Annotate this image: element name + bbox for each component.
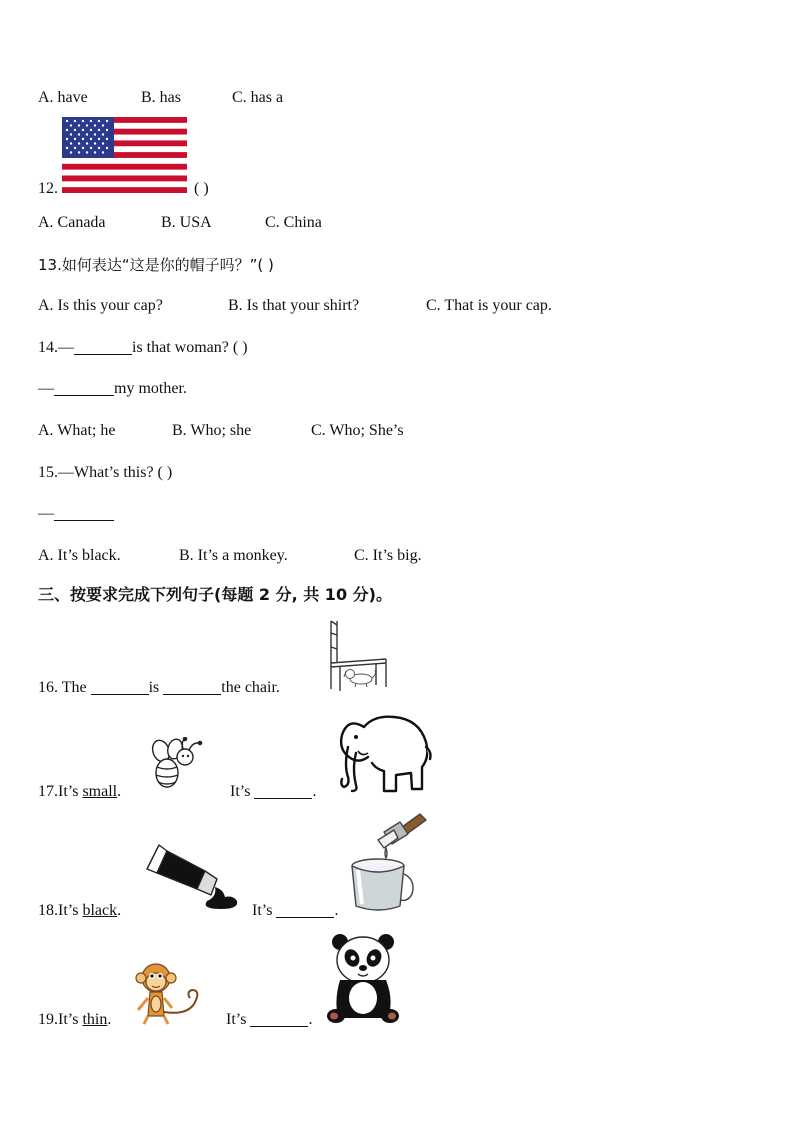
bee-image — [145, 737, 207, 797]
q12-option-a: A. Canada — [38, 214, 106, 231]
section-3-heading: 三、按要求完成下列句子(每题 2 分, 共 10 分)。 — [38, 585, 392, 604]
us-flag-image — [62, 117, 187, 193]
q12-option-c: C. China — [265, 214, 322, 231]
q12-number: 12. — [38, 180, 58, 197]
q15-line2 — [38, 504, 114, 524]
chair-with-dog-image — [328, 619, 390, 694]
panda-image — [322, 930, 404, 1026]
q19-end: . — [308, 1011, 313, 1028]
elephant-image — [334, 707, 434, 797]
q14-line1 — [38, 338, 248, 358]
white-paint-bucket-image — [350, 812, 430, 914]
q17-blank[interactable] — [254, 782, 312, 799]
q19-second: It’s — [226, 1011, 247, 1028]
q14-option-b: B. Who; she — [172, 422, 252, 439]
q18-blank[interactable] — [276, 901, 334, 918]
q18-word: black — [82, 902, 118, 919]
q11-option-c: C. has a — [232, 89, 284, 106]
q14-option-a: A. What; he — [38, 422, 116, 439]
q14-number: 14.— — [38, 339, 74, 356]
q15-blank[interactable] — [54, 504, 114, 521]
q11-option-b: B. has — [141, 89, 181, 106]
q15-prompt: 15.—What’s this? ( ) — [38, 464, 173, 481]
black-paint-tube-image — [145, 843, 240, 913]
q16-mid: is — [148, 679, 160, 696]
q15-option-b: B. It’s a monkey. — [179, 547, 288, 564]
q17-sentence-2 — [230, 782, 316, 802]
q14-blank-1[interactable] — [74, 338, 132, 355]
q15-dash: — — [38, 505, 54, 522]
q16-sentence — [38, 678, 280, 698]
q18-start: 18.It’s — [38, 902, 79, 919]
q12-option-b: B. USA — [161, 214, 212, 231]
q13-prompt: 13.如何表达“这是你的帽子吗？”( ) — [38, 256, 274, 274]
q16-end: the chair. — [221, 679, 280, 696]
q11-option-a: A. have — [38, 89, 88, 106]
q14-option-c: C. Who; She’s — [311, 422, 404, 439]
q17-dot: . — [117, 783, 122, 800]
q17-sentence-1 — [38, 782, 121, 802]
q19-sentence-1 — [38, 1010, 111, 1030]
q12-paren: ( ) — [194, 180, 209, 197]
q14-line2 — [38, 379, 187, 399]
q19-blank[interactable] — [250, 1010, 308, 1027]
q19-start: 19.It’s — [38, 1011, 79, 1028]
q17-end: . — [312, 783, 317, 800]
q18-end: . — [334, 902, 339, 919]
q16-blank-2[interactable] — [163, 678, 221, 695]
q18-dot: . — [117, 902, 122, 919]
q17-start: 17.It’s — [38, 783, 79, 800]
q16-start: 16. The — [38, 679, 87, 696]
q19-dot: . — [107, 1011, 112, 1028]
q17-word: small — [82, 783, 118, 800]
q14-dash: — — [38, 380, 54, 397]
q13-option-c: C. That is your cap. — [426, 297, 552, 314]
q19-word: thin — [82, 1011, 108, 1028]
q14-blank-2[interactable] — [54, 379, 114, 396]
q17-second: It’s — [230, 783, 251, 800]
q14-line1-tail: is that woman? ( ) — [132, 339, 248, 356]
monkey-image — [130, 960, 206, 1026]
q18-second: It’s — [252, 902, 273, 919]
q15-option-c: C. It’s big. — [354, 547, 422, 564]
q13-option-a: A. Is this your cap? — [38, 297, 163, 314]
q18-sentence-2 — [252, 901, 338, 921]
q16-blank-1[interactable] — [91, 678, 149, 695]
q15-option-a: A. It’s black. — [38, 547, 121, 564]
q13-option-b: B. Is that your shirt? — [228, 297, 360, 314]
q14-line2-tail: my mother. — [114, 380, 187, 397]
q18-sentence-1 — [38, 901, 121, 921]
q19-sentence-2 — [226, 1010, 312, 1030]
